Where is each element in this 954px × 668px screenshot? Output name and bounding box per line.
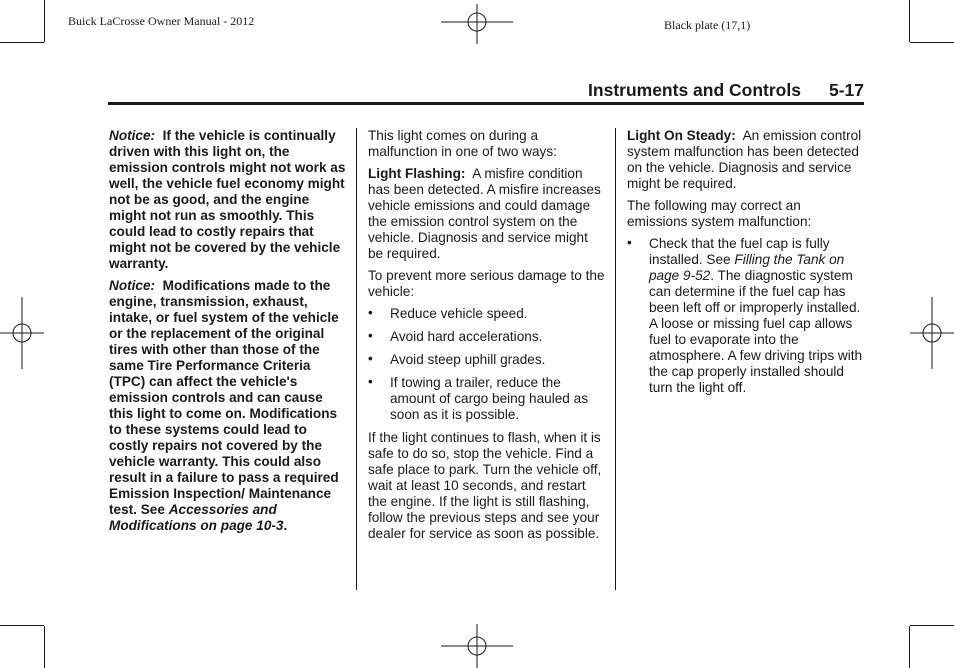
- light-flashing-paragraph: [368, 166, 606, 262]
- bullet-icon: •: [368, 328, 373, 343]
- notice-text: If the vehicle is continually driven with this light on, the emission controls might not work as well, the vehicle fuel economy might not be as good, and the engine might not run as smoothly. This could lead to costly repairs that might not be covered by the vehicle warranty.: [109, 128, 346, 271]
- notice-paragraph: [109, 128, 347, 272]
- crop-mark: [910, 42, 954, 43]
- crop-mark: [0, 625, 44, 626]
- continues-flash-paragraph: If the light continues to flash, when it is safe to do so, stop the vehicle. Find a safe place to park. Turn the vehicle off, wait at least 10 seconds, and restart the engine. If the light is still flashing, follow the previous steps and see your dealer for service as soon as possible.: [368, 430, 602, 541]
- crop-mark: [44, 626, 45, 668]
- following-paragraph: The following may correct an emissions system malfunction:: [627, 198, 812, 229]
- cross-reference-link[interactable]: Accessories and Modifications on page 10-3: [109, 502, 284, 533]
- fuel-cap-pre: Check that the fuel cap is fully installed. See: [649, 236, 830, 267]
- light-steady-text: An emission control system malfunction has been detected on the vehicle. Diagnosis and service might be required.: [627, 128, 862, 191]
- manual-title: Buick LaCrosse Owner Manual - 2012: [68, 14, 255, 28]
- section-title: Instruments and Controls: [588, 80, 801, 100]
- notice-label: Notice:: [109, 278, 156, 293]
- prevent-damage-paragraph: To prevent more serious damage to the vehicle:: [368, 268, 605, 299]
- notice-end: .: [283, 518, 288, 533]
- plate-label: Black plate (17,1): [664, 18, 751, 32]
- list-item: • If towing a trailer, reduce the amount of cargo being hauled as soon as it is possible.: [368, 374, 589, 422]
- notice-paragraph: [109, 278, 347, 534]
- list-item: • Avoid steep uphill grades.: [368, 351, 546, 367]
- bullet-icon: •: [368, 351, 373, 366]
- list-item: • Reduce vehicle speed.: [368, 305, 528, 321]
- crop-mark: [909, 0, 910, 42]
- registration-mark-right: [910, 297, 954, 369]
- crop-mark: [910, 625, 954, 626]
- light-flashing-label: Light Flashing:: [368, 166, 466, 181]
- column-2: [368, 128, 606, 548]
- cross-reference-link[interactable]: Filling the Tank on page 9-52: [649, 252, 845, 283]
- registration-mark-left: [0, 297, 44, 369]
- crop-mark: [44, 0, 45, 42]
- light-steady-label: Light On Steady:: [627, 128, 736, 143]
- intro-paragraph: This light comes on during a malfunction in one of two ways:: [368, 128, 557, 159]
- column-divider: [615, 128, 616, 590]
- bullet-list: [627, 236, 864, 396]
- fuel-cap-post: . The diagnostic system can determine if the fuel cap has been left off or improperly installed. A loose or missing fuel cap allows fuel to evaporate into the atmosphere. A few driving trips with the cap properly installed should turn the light off.: [649, 268, 863, 395]
- bullet-icon: •: [368, 374, 373, 389]
- light-flashing-text: A misfire condition has been detected. A misfire increases vehicle emissions and could damage the emission control system on the vehicle. Diagnosis and service might be required.: [368, 166, 601, 261]
- column-3: [627, 128, 864, 403]
- heading-rule: [108, 102, 864, 105]
- registration-mark-top: [441, 4, 513, 44]
- list-item: [627, 236, 864, 396]
- column-divider: [356, 128, 357, 590]
- page-number: 5-17: [828, 80, 864, 100]
- bullet-icon: •: [627, 235, 632, 250]
- bullet-list: [368, 306, 606, 423]
- notice-label: Notice:: [109, 128, 156, 143]
- light-steady-paragraph: [627, 128, 864, 192]
- bullet-icon: •: [368, 305, 373, 320]
- registration-mark-bottom: [441, 624, 513, 668]
- crop-mark: [0, 42, 44, 43]
- column-1: [109, 128, 347, 540]
- list-item: • Avoid hard accelerations.: [368, 328, 543, 344]
- notice-text: Modifications made to the engine, transmission, exhaust, intake, or fuel system of the vehicle or the replacement of the original tires with other than those of the same Tire Performance Criteria (TPC) can affect the vehicle's emission controls and can cause this light to come on. Modifications to these systems could lead to costly repairs not covered by the vehicle warranty. This could also result in a failure to pass a required Emission Inspection/ Maintenance test. See: [109, 278, 339, 517]
- crop-mark: [909, 626, 910, 668]
- section-heading: [110, 80, 864, 102]
